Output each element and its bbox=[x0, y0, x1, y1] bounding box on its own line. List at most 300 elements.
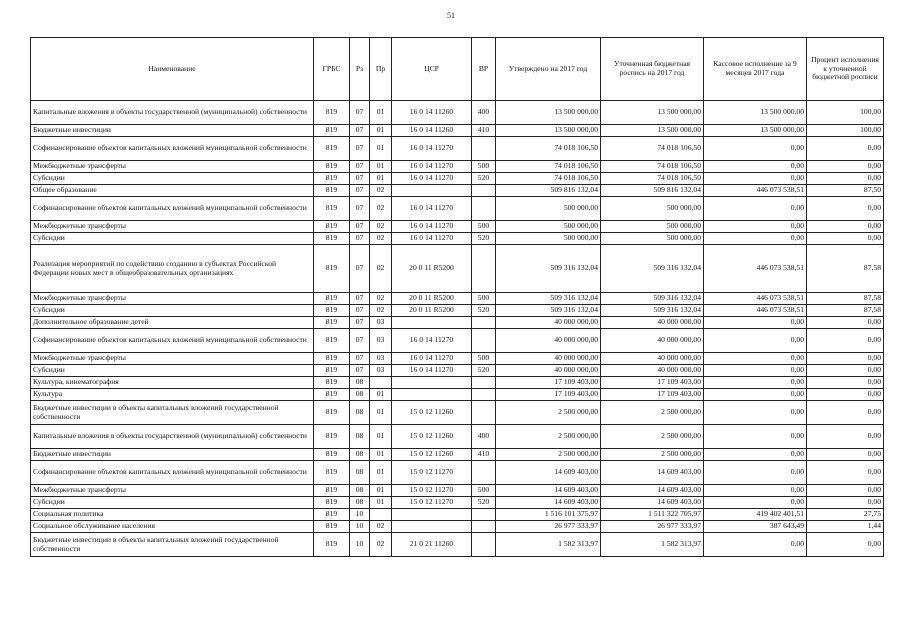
cell-approved: 14 609 403,00 bbox=[496, 497, 601, 509]
cell-grbs: 819 bbox=[314, 161, 350, 173]
cell-vr bbox=[472, 389, 496, 401]
cell-grbs: 819 bbox=[314, 329, 350, 353]
cell-refined: 13 500 000,00 bbox=[601, 101, 704, 125]
cell-percent: 1,44 bbox=[807, 521, 884, 533]
cell-cash: 0,00 bbox=[704, 485, 807, 497]
cell-grbs: 819 bbox=[314, 353, 350, 365]
cell-refined: 509 816 132,04 bbox=[601, 185, 704, 197]
cell-name: Межбюджетные трансферты bbox=[31, 353, 314, 365]
cell-vr bbox=[472, 461, 496, 485]
cell-vr bbox=[472, 509, 496, 521]
cell-approved: 17 109 403,00 bbox=[496, 389, 601, 401]
cell-csr: 16 0 14 11270 bbox=[392, 161, 472, 173]
cell-cash: 0,00 bbox=[704, 137, 807, 161]
cell-refined: 26 977 333,97 bbox=[601, 521, 704, 533]
cell-cash: 0,00 bbox=[704, 497, 807, 509]
cell-pr: 03 bbox=[370, 353, 392, 365]
cell-vr: 520 bbox=[472, 305, 496, 317]
header-vr: ВР bbox=[472, 38, 496, 101]
cell-grbs: 819 bbox=[314, 401, 350, 425]
cell-pr: 01 bbox=[370, 497, 392, 509]
cell-rz: 07 bbox=[350, 329, 370, 353]
table-row bbox=[31, 365, 884, 377]
cell-grbs: 819 bbox=[314, 185, 350, 197]
cell-cash: 13 500 000,00 bbox=[704, 101, 807, 125]
cell-rz: 08 bbox=[350, 377, 370, 389]
cell-refined: 74 018 106,50 bbox=[601, 137, 704, 161]
table-row bbox=[31, 329, 884, 353]
cell-percent: 0,00 bbox=[807, 533, 884, 557]
cell-percent: 0,00 bbox=[807, 485, 884, 497]
cell-cash: 0,00 bbox=[704, 161, 807, 173]
cell-pr: 01 bbox=[370, 161, 392, 173]
cell-grbs: 819 bbox=[314, 221, 350, 233]
cell-name: Общее образование bbox=[31, 185, 314, 197]
table-row bbox=[31, 293, 884, 305]
cell-csr: 15 0 12 11260 bbox=[392, 425, 472, 449]
table-row bbox=[31, 533, 884, 557]
cell-pr: 01 bbox=[370, 137, 392, 161]
cell-name: Реализация мероприятий по содействию созданию в субъектах Российской Федерации новых мест в общеобразовательных организациях bbox=[31, 245, 314, 293]
cell-grbs: 819 bbox=[314, 377, 350, 389]
cell-name: Бюджетные инвестиции bbox=[31, 449, 314, 461]
cell-rz: 07 bbox=[350, 197, 370, 221]
cell-pr bbox=[370, 509, 392, 521]
cell-name: Капитальные вложения в объекты государственной (муниципальной) собственности bbox=[31, 425, 314, 449]
cell-approved: 13 500 000,00 bbox=[496, 101, 601, 125]
header-csr: ЦСР bbox=[392, 38, 472, 101]
cell-percent: 0,00 bbox=[807, 329, 884, 353]
cell-percent: 0,00 bbox=[807, 425, 884, 449]
cell-rz: 07 bbox=[350, 365, 370, 377]
cell-refined: 40 000 000,00 bbox=[601, 329, 704, 353]
page-number: 51 bbox=[447, 11, 455, 20]
cell-approved: 26 977 333,97 bbox=[496, 521, 601, 533]
cell-vr: 410 bbox=[472, 449, 496, 461]
cell-pr: 02 bbox=[370, 185, 392, 197]
cell-rz: 07 bbox=[350, 293, 370, 305]
cell-pr: 02 bbox=[370, 521, 392, 533]
cell-approved: 509 316 132,04 bbox=[496, 245, 601, 293]
cell-cash: 387 643,49 bbox=[704, 521, 807, 533]
cell-vr bbox=[472, 245, 496, 293]
header-cash: Кассовое исполнение за 9 месяцев 2017 года bbox=[704, 38, 807, 101]
cell-csr: 15 0 12 11270 bbox=[392, 485, 472, 497]
cell-refined: 40 000 000,00 bbox=[601, 353, 704, 365]
cell-percent: 0,00 bbox=[807, 377, 884, 389]
cell-csr: 16 0 14 11270 bbox=[392, 197, 472, 221]
cell-refined: 14 609 403,00 bbox=[601, 485, 704, 497]
cell-pr: 01 bbox=[370, 173, 392, 185]
cell-vr: 500 bbox=[472, 221, 496, 233]
cell-vr: 410 bbox=[472, 125, 496, 137]
table-row bbox=[31, 461, 884, 485]
cell-grbs: 819 bbox=[314, 137, 350, 161]
cell-vr: 520 bbox=[472, 233, 496, 245]
cell-rz: 10 bbox=[350, 521, 370, 533]
cell-pr: 02 bbox=[370, 221, 392, 233]
cell-grbs: 819 bbox=[314, 173, 350, 185]
cell-percent: 0,00 bbox=[807, 497, 884, 509]
cell-refined: 13 500 000,00 bbox=[601, 125, 704, 137]
cell-refined: 500 000,00 bbox=[601, 233, 704, 245]
table-header bbox=[31, 38, 884, 101]
cell-rz: 08 bbox=[350, 425, 370, 449]
header-grbs: ГРБС bbox=[314, 38, 350, 101]
cell-refined: 509 316 132,04 bbox=[601, 305, 704, 317]
cell-csr: 20 0 11 R5200 bbox=[392, 293, 472, 305]
cell-approved: 1 582 313,97 bbox=[496, 533, 601, 557]
table-row bbox=[31, 509, 884, 521]
cell-pr: 02 bbox=[370, 305, 392, 317]
cell-pr: 01 bbox=[370, 449, 392, 461]
cell-rz: 08 bbox=[350, 461, 370, 485]
cell-vr bbox=[472, 197, 496, 221]
cell-pr: 01 bbox=[370, 485, 392, 497]
cell-approved: 40 000 000,00 bbox=[496, 365, 601, 377]
cell-vr bbox=[472, 521, 496, 533]
table-row bbox=[31, 233, 884, 245]
table-row bbox=[31, 101, 884, 125]
cell-pr: 01 bbox=[370, 389, 392, 401]
cell-cash: 0,00 bbox=[704, 233, 807, 245]
cell-refined: 40 000 000,00 bbox=[601, 317, 704, 329]
cell-grbs: 819 bbox=[314, 125, 350, 137]
cell-csr bbox=[392, 377, 472, 389]
table-row bbox=[31, 353, 884, 365]
cell-grbs: 819 bbox=[314, 533, 350, 557]
cell-refined: 40 000 000,00 bbox=[601, 365, 704, 377]
cell-name: Софинансирование объектов капитальных вложений муниципальной собственности bbox=[31, 197, 314, 221]
cell-grbs: 819 bbox=[314, 497, 350, 509]
cell-percent: 0,00 bbox=[807, 221, 884, 233]
cell-rz: 07 bbox=[350, 173, 370, 185]
cell-name: Дополнительное образование детей bbox=[31, 317, 314, 329]
table-row bbox=[31, 389, 884, 401]
cell-grbs: 819 bbox=[314, 101, 350, 125]
cell-csr: 16 0 14 11270 bbox=[392, 329, 472, 353]
cell-csr bbox=[392, 317, 472, 329]
cell-percent: 87,50 bbox=[807, 185, 884, 197]
cell-cash: 446 073 538,51 bbox=[704, 185, 807, 197]
cell-cash: 0,00 bbox=[704, 389, 807, 401]
cell-refined: 509 316 132,04 bbox=[601, 293, 704, 305]
header-percent: Процент исполнения к уточненной бюджетной росписи bbox=[807, 38, 884, 101]
cell-rz: 07 bbox=[350, 161, 370, 173]
cell-rz: 07 bbox=[350, 305, 370, 317]
cell-vr: 520 bbox=[472, 365, 496, 377]
cell-name: Культура bbox=[31, 389, 314, 401]
table-body bbox=[31, 101, 884, 557]
cell-approved: 500 000,00 bbox=[496, 197, 601, 221]
cell-approved: 74 018 106,50 bbox=[496, 137, 601, 161]
cell-csr bbox=[392, 389, 472, 401]
cell-pr: 03 bbox=[370, 329, 392, 353]
cell-vr: 520 bbox=[472, 497, 496, 509]
cell-vr: 400 bbox=[472, 101, 496, 125]
cell-rz: 07 bbox=[350, 245, 370, 293]
cell-csr: 20 0 11 R5200 bbox=[392, 245, 472, 293]
cell-vr: 500 bbox=[472, 353, 496, 365]
cell-name: Субсидии bbox=[31, 305, 314, 317]
cell-approved: 2 500 000,00 bbox=[496, 425, 601, 449]
cell-refined: 2 500 000,00 bbox=[601, 401, 704, 425]
cell-pr: 02 bbox=[370, 293, 392, 305]
cell-approved: 14 609 403,00 bbox=[496, 461, 601, 485]
cell-approved: 500 000,00 bbox=[496, 233, 601, 245]
cell-pr: 01 bbox=[370, 461, 392, 485]
cell-rz: 07 bbox=[350, 221, 370, 233]
cell-refined: 500 000,00 bbox=[601, 221, 704, 233]
cell-vr bbox=[472, 329, 496, 353]
cell-refined: 1 582 313,97 bbox=[601, 533, 704, 557]
cell-vr bbox=[472, 137, 496, 161]
table-row bbox=[31, 377, 884, 389]
cell-name: Капитальные вложения в объекты государственной (муниципальной) собственности bbox=[31, 101, 314, 125]
cell-cash: 0,00 bbox=[704, 425, 807, 449]
cell-percent: 0,00 bbox=[807, 353, 884, 365]
cell-refined: 74 018 106,50 bbox=[601, 173, 704, 185]
cell-rz: 08 bbox=[350, 449, 370, 461]
cell-pr: 02 bbox=[370, 245, 392, 293]
cell-name: Культура, кинематография bbox=[31, 377, 314, 389]
cell-grbs: 819 bbox=[314, 233, 350, 245]
cell-approved: 40 000 000,00 bbox=[496, 353, 601, 365]
table-row bbox=[31, 245, 884, 293]
cell-csr: 16 0 14 11270 bbox=[392, 365, 472, 377]
cell-csr: 16 0 14 11270 bbox=[392, 137, 472, 161]
cell-csr: 20 0 11 R5200 bbox=[392, 305, 472, 317]
header-pr: Пр bbox=[370, 38, 392, 101]
cell-grbs: 819 bbox=[314, 389, 350, 401]
cell-name: Бюджетные инвестиции в объекты капитальных вложений государственной собственности bbox=[31, 533, 314, 557]
cell-pr: 02 bbox=[370, 533, 392, 557]
table-row bbox=[31, 305, 884, 317]
cell-vr bbox=[472, 317, 496, 329]
cell-name: Межбюджетные трансферты bbox=[31, 221, 314, 233]
cell-refined: 2 500 000,00 bbox=[601, 449, 704, 461]
cell-percent: 0,00 bbox=[807, 461, 884, 485]
header-refined: Уточненная бюджетная роспись на 2017 год bbox=[601, 38, 704, 101]
cell-cash: 446 073 538,51 bbox=[704, 245, 807, 293]
cell-cash: 0,00 bbox=[704, 461, 807, 485]
cell-vr: 500 bbox=[472, 161, 496, 173]
cell-name: Софинансирование объектов капитальных вложений муниципальной собственности bbox=[31, 329, 314, 353]
cell-cash: 0,00 bbox=[704, 401, 807, 425]
table-row bbox=[31, 197, 884, 221]
cell-name: Субсидии bbox=[31, 173, 314, 185]
cell-percent: 0,00 bbox=[807, 365, 884, 377]
cell-refined: 2 500 000,00 bbox=[601, 425, 704, 449]
cell-csr bbox=[392, 509, 472, 521]
cell-vr: 400 bbox=[472, 425, 496, 449]
cell-grbs: 819 bbox=[314, 425, 350, 449]
cell-csr: 16 0 14 11270 bbox=[392, 233, 472, 245]
cell-approved: 2 500 000,00 bbox=[496, 449, 601, 461]
cell-percent: 0,00 bbox=[807, 449, 884, 461]
cell-name: Субсидии bbox=[31, 365, 314, 377]
cell-grbs: 819 bbox=[314, 509, 350, 521]
cell-cash: 0,00 bbox=[704, 449, 807, 461]
cell-rz: 07 bbox=[350, 317, 370, 329]
cell-vr: 500 bbox=[472, 293, 496, 305]
cell-rz: 08 bbox=[350, 389, 370, 401]
cell-cash: 446 073 538,51 bbox=[704, 305, 807, 317]
cell-name: Межбюджетные трансферты bbox=[31, 485, 314, 497]
table-row bbox=[31, 449, 884, 461]
cell-approved: 509 816 132,04 bbox=[496, 185, 601, 197]
header-approved: Утверждено на 2017 год bbox=[496, 38, 601, 101]
cell-approved: 500 000,00 bbox=[496, 221, 601, 233]
cell-cash: 0,00 bbox=[704, 353, 807, 365]
cell-csr: 15 0 12 11270 bbox=[392, 461, 472, 485]
cell-approved: 74 018 106,50 bbox=[496, 161, 601, 173]
cell-percent: 0,00 bbox=[807, 317, 884, 329]
cell-name: Бюджетные инвестиции bbox=[31, 125, 314, 137]
cell-grbs: 819 bbox=[314, 449, 350, 461]
cell-name: Социальное обслуживание населения bbox=[31, 521, 314, 533]
cell-pr bbox=[370, 377, 392, 389]
cell-pr: 01 bbox=[370, 125, 392, 137]
cell-percent: 0,00 bbox=[807, 197, 884, 221]
table-row bbox=[31, 137, 884, 161]
cell-refined: 1 511 322 705,97 bbox=[601, 509, 704, 521]
cell-approved: 14 609 403,00 bbox=[496, 485, 601, 497]
cell-vr: 520 bbox=[472, 173, 496, 185]
cell-name: Субсидии bbox=[31, 233, 314, 245]
table-row bbox=[31, 497, 884, 509]
cell-vr bbox=[472, 401, 496, 425]
table-row bbox=[31, 161, 884, 173]
cell-csr: 16 0 14 11270 bbox=[392, 353, 472, 365]
cell-cash: 0,00 bbox=[704, 329, 807, 353]
cell-pr: 01 bbox=[370, 425, 392, 449]
cell-cash: 0,00 bbox=[704, 377, 807, 389]
cell-approved: 509 316 132,04 bbox=[496, 305, 601, 317]
header-name: Наименование bbox=[31, 38, 314, 101]
cell-csr: 15 0 12 11260 bbox=[392, 449, 472, 461]
cell-grbs: 819 bbox=[314, 245, 350, 293]
cell-refined: 14 609 403,00 bbox=[601, 461, 704, 485]
cell-cash: 0,00 bbox=[704, 317, 807, 329]
cell-approved: 17 109 403,00 bbox=[496, 377, 601, 389]
table-row bbox=[31, 485, 884, 497]
cell-csr bbox=[392, 185, 472, 197]
cell-cash: 0,00 bbox=[704, 173, 807, 185]
cell-cash: 0,00 bbox=[704, 533, 807, 557]
table-row bbox=[31, 125, 884, 137]
cell-pr: 02 bbox=[370, 197, 392, 221]
cell-pr: 02 bbox=[370, 233, 392, 245]
cell-name: Социальная политика bbox=[31, 509, 314, 521]
cell-cash: 0,00 bbox=[704, 365, 807, 377]
cell-percent: 0,00 bbox=[807, 233, 884, 245]
cell-percent: 100,00 bbox=[807, 125, 884, 137]
cell-grbs: 819 bbox=[314, 197, 350, 221]
cell-refined: 509 316 132,04 bbox=[601, 245, 704, 293]
cell-csr: 16 0 14 11260 bbox=[392, 125, 472, 137]
cell-approved: 74 018 106,50 bbox=[496, 173, 601, 185]
cell-pr: 01 bbox=[370, 101, 392, 125]
cell-percent: 0,00 bbox=[807, 401, 884, 425]
cell-grbs: 819 bbox=[314, 293, 350, 305]
cell-vr: 500 bbox=[472, 485, 496, 497]
cell-rz: 10 bbox=[350, 533, 370, 557]
cell-rz: 08 bbox=[350, 497, 370, 509]
cell-csr: 15 0 12 11270 bbox=[392, 497, 472, 509]
cell-rz: 10 bbox=[350, 509, 370, 521]
cell-grbs: 819 bbox=[314, 365, 350, 377]
table-row bbox=[31, 425, 884, 449]
cell-refined: 17 109 403,00 bbox=[601, 377, 704, 389]
cell-rz: 07 bbox=[350, 125, 370, 137]
cell-name: Софинансирование объектов капитальных вложений муниципальной собственности bbox=[31, 137, 314, 161]
cell-grbs: 819 bbox=[314, 461, 350, 485]
cell-rz: 07 bbox=[350, 101, 370, 125]
table-row bbox=[31, 521, 884, 533]
cell-cash: 0,00 bbox=[704, 197, 807, 221]
cell-approved: 40 000 000,00 bbox=[496, 317, 601, 329]
cell-rz: 07 bbox=[350, 233, 370, 245]
cell-csr: 16 0 14 11270 bbox=[392, 173, 472, 185]
cell-cash: 419 402 401,51 bbox=[704, 509, 807, 521]
cell-grbs: 819 bbox=[314, 305, 350, 317]
cell-name: Бюджетные инвестиции в объекты капитальных вложений государственной собственности bbox=[31, 401, 314, 425]
cell-rz: 07 bbox=[350, 353, 370, 365]
cell-percent: 0,00 bbox=[807, 389, 884, 401]
cell-cash: 13 500 000,00 bbox=[704, 125, 807, 137]
cell-vr bbox=[472, 377, 496, 389]
cell-csr: 16 0 14 11260 bbox=[392, 101, 472, 125]
table-row bbox=[31, 185, 884, 197]
cell-csr bbox=[392, 521, 472, 533]
cell-name: Межбюджетные трансферты bbox=[31, 293, 314, 305]
table-row bbox=[31, 173, 884, 185]
cell-percent: 27,75 bbox=[807, 509, 884, 521]
cell-vr bbox=[472, 533, 496, 557]
cell-rz: 08 bbox=[350, 401, 370, 425]
cell-percent: 0,00 bbox=[807, 161, 884, 173]
cell-percent: 0,00 bbox=[807, 137, 884, 161]
cell-csr: 21 0 21 11260 bbox=[392, 533, 472, 557]
cell-pr: 01 bbox=[370, 401, 392, 425]
table-row bbox=[31, 401, 884, 425]
cell-cash: 0,00 bbox=[704, 221, 807, 233]
cell-refined: 500 000,00 bbox=[601, 197, 704, 221]
cell-name: Межбюджетные трансферты bbox=[31, 161, 314, 173]
header-rz: Рз bbox=[350, 38, 370, 101]
cell-refined: 17 109 403,00 bbox=[601, 389, 704, 401]
cell-grbs: 819 bbox=[314, 485, 350, 497]
cell-name: Софинансирование объектов капитальных вложений муниципальной собственности bbox=[31, 461, 314, 485]
cell-percent: 87,58 bbox=[807, 293, 884, 305]
cell-approved: 13 500 000,00 bbox=[496, 125, 601, 137]
cell-pr: 03 bbox=[370, 317, 392, 329]
cell-refined: 74 018 106,50 bbox=[601, 161, 704, 173]
cell-rz: 07 bbox=[350, 137, 370, 161]
table-row bbox=[31, 317, 884, 329]
cell-pr: 03 bbox=[370, 365, 392, 377]
cell-vr bbox=[472, 185, 496, 197]
cell-csr: 16 0 14 11270 bbox=[392, 221, 472, 233]
cell-rz: 07 bbox=[350, 185, 370, 197]
cell-approved: 40 000 000,00 bbox=[496, 329, 601, 353]
cell-cash: 446 073 538,51 bbox=[704, 293, 807, 305]
cell-grbs: 819 bbox=[314, 521, 350, 533]
budget-table bbox=[30, 37, 884, 557]
table-row bbox=[31, 221, 884, 233]
cell-approved: 509 316 132,04 bbox=[496, 293, 601, 305]
